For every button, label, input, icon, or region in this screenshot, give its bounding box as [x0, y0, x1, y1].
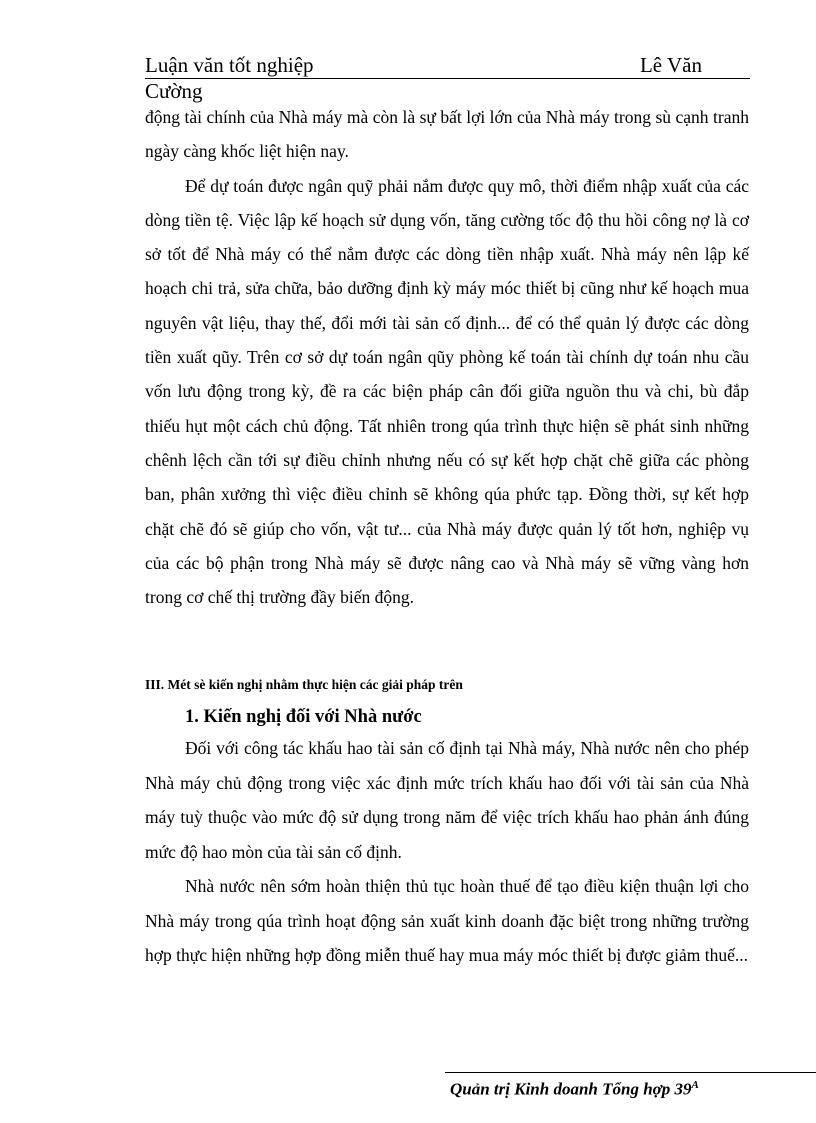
footer-superscript: A: [691, 1079, 699, 1091]
paragraph: Nhà nước nên sớm hoàn thiện thủ tục hoàn thuế để tạo điều kiện thuận lợi cho Nhà máy trong qúa trình hoạt động sản xuất kinh doanh đặc biệt trong những trường hợp thực hiện những hợp đồng miễn thuế hay mua máy móc thiết bị được giảm thuế...: [145, 876, 749, 965]
header-author-wrap: Cường: [145, 79, 203, 103]
paragraph: Đối với công tác khấu hao tài sản cố định tại Nhà máy, Nhà nước nên cho phép Nhà máy chủ động trong việc xác định mức trích khấu hao đối với tài sản của Nhà máy tuỳ thuộc vào mức độ sử dụng trong năm để việc trích khấu hao phản ánh đúng mức độ hao mòn của tài sản cố định.: [145, 738, 749, 862]
section-heading: III. Mét sè kiến nghị nhằm thực hiện các giải pháp trên: [145, 677, 463, 692]
paragraph-continued: động tài chính của Nhà máy mà còn là sự bất lợi lớn của Nhà máy trong sù cạnh tranh ngày càng khốc liệt hiện nay.: [145, 107, 749, 162]
body-section-2: [145, 731, 749, 973]
header-author: Lê Văn: [639, 53, 702, 77]
page-footer: [450, 1074, 699, 1101]
subheading: 1. Kiến nghị đối với Nhà nước: [185, 707, 422, 727]
footer-text: Quản trị Kinh doanh Tổng hợp 39: [450, 1079, 692, 1099]
footer-rule: [445, 1072, 816, 1073]
paragraph: Để dự toán được ngân quỹ phải nắm được quy mô, thời điểm nhập xuất của các dòng tiền tệ. Việc lập kế hoạch sử dụng vốn, tăng cường tốc độ thu hồi công nợ là cơ sở tốt để Nhà máy có thể nắm được các dòng tiền nhập xuất. Nhà máy nên lập kế hoạch chi trả, sửa chữa, bảo dưỡng định kỳ máy móc thiết bị cũng như kế hoạch mua nguyên vật liệu, thay thế, đổi mới tài sản cố định... để có thể quản lý được các dòng tiền xuất qũy. Trên cơ sở dự toán ngân qũy phòng kế toán tài chính dự toán nhu cầu vốn lưu động trong kỳ, đề ra các biện pháp cân đối giữa nguồn thu và chi, bù đắp thiếu hụt một cách chủ động. Tất nhiên trong qúa trình thực hiện sẽ phát sinh những chênh lệch cần tới sự điều chỉnh nhưng nếu có sự kết hợp chặt chẽ giữa các phòng ban, phân xưởng thì việc điều chỉnh sẽ không qúa phức tạp. Đồng thời, sự kết hợp chặt chẽ đó sẽ giúp cho vốn, vật tư... của Nhà máy được quản lý tốt hơn, nghiệp vụ của các bộ phận trong Nhà máy sẽ được nâng cao và Nhà máy sẽ vững vàng hơn trong cơ chế thị trường đầy biến động.: [145, 175, 749, 608]
page-header: [145, 52, 750, 79]
body-section-1: [145, 100, 749, 614]
header-title: Luận văn tốt nghiệp: [145, 53, 314, 77]
